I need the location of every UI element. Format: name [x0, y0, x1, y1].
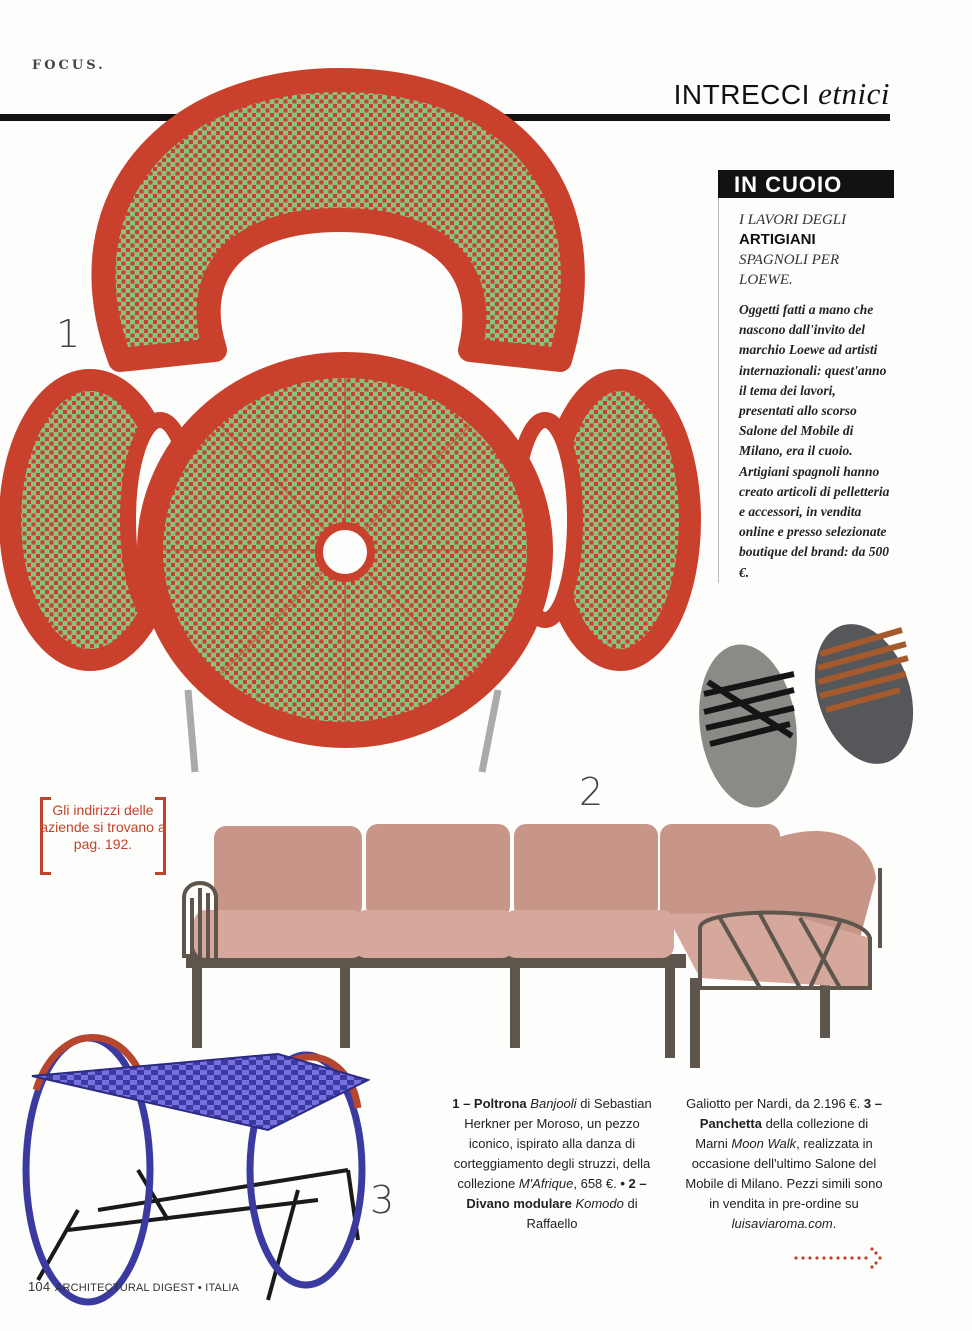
section-label: FOCUS.	[32, 58, 106, 73]
box-subtitle-pre: I LAVORI DEGLI	[739, 212, 847, 228]
caption-1-text: di Sebastian Herkner per Moroso, un pezzo iconico, ispirato alla danza di corteggiamento degli struzzi, della collezione	[453, 1096, 652, 1191]
caption-col-2	[682, 1094, 886, 1234]
caption-1-name: Banjooli	[530, 1096, 577, 1111]
magazine-name: ARCHITECTURAL DIGEST • ITALIA	[54, 1282, 240, 1294]
leather-stones-image	[696, 616, 918, 812]
caption-3-text-2: , realizzata in occasione dell'ultimo Salone del Mobile di Milano. Pezzi simili sono in vendita in pre-ordine su	[685, 1136, 883, 1211]
box-subtitle-bold: ARTIGIANI	[739, 231, 816, 248]
continue-arrow-icon	[792, 1244, 888, 1272]
caption-1-price: , 658 €.	[573, 1176, 617, 1191]
caption-3-label: 3 – Panchetta	[699, 1096, 882, 1131]
caption-2-name: Komodo	[575, 1196, 624, 1211]
caption-3-name: Moon Walk	[731, 1136, 797, 1151]
box-subtitle	[739, 210, 890, 290]
address-note: Gli indirizzi delle aziende si trovano a pag. 192.	[40, 797, 166, 871]
chair-image	[0, 50, 710, 780]
box-text: Oggetti fatti a mano che nascono dall'invito del marchio Loewe ad artisti internazionali: quest'anno il tema dei lavori, presentati allo scorso Salone del Mobile di Milano, era il cuoio. Artigiani spagnoli hanno creato articoli di pelletteria e accessori, in vendita online e presso selezionate boutique del brand: da 500 €.	[739, 302, 890, 580]
caption-2-text: di Raffaello	[526, 1196, 638, 1231]
topic-italic: etnici	[818, 76, 890, 111]
item-number-2: 2	[579, 770, 604, 814]
page-number: 104	[28, 1279, 51, 1294]
caption-col-1	[450, 1094, 654, 1234]
box-title: IN CUOIO	[718, 170, 894, 198]
topic-main: INTRECCI	[673, 79, 810, 110]
caption-3-end: .	[832, 1216, 837, 1231]
item-number-1: 1	[56, 312, 81, 356]
caption-1-label: 1 – Poltrona	[452, 1096, 527, 1111]
caption-1-collection: M'Afrique	[518, 1176, 574, 1191]
box-body	[718, 198, 894, 583]
caption-3-text: della collezione di Marni	[695, 1116, 869, 1151]
caption-2-rest: Galiotto per Nardi, da 2.196 €.	[686, 1096, 861, 1111]
caption-2-label: • 2 – Divano modulare	[466, 1176, 647, 1211]
caption-3-site: luisaviaroma.com	[731, 1216, 833, 1231]
sidebar-box	[718, 170, 894, 583]
box-subtitle-post: SPAGNOLI PER LOEWE.	[739, 252, 840, 288]
item-number-3: 3	[370, 1178, 395, 1222]
page-footer	[28, 1279, 239, 1294]
bench-image	[18, 1000, 388, 1318]
